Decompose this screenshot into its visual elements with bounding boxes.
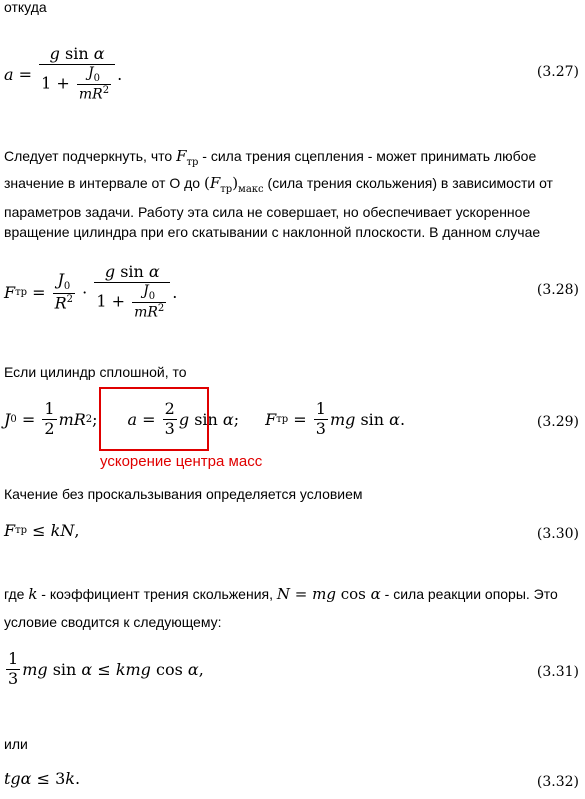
- equation-number: (3.30): [536, 526, 579, 542]
- equation-number: (3.31): [536, 664, 579, 680]
- highlight-box: [99, 387, 209, 451]
- equation-3-28: F тр = $\frac{J_0}{R^2}$ · g sin α 1 + $\frac{J_0}{mR^2}$ .: [4, 262, 178, 321]
- equation-3-27: a = g sin α 1 + $\frac{J_0}{mR^2}$ .: [4, 44, 123, 103]
- equation-number: (3.32): [536, 774, 579, 790]
- equation-number: (3.29): [536, 414, 579, 430]
- equation-3-32: tgα ≤ 3 k .: [4, 768, 81, 788]
- equation-3-30: F тр ≤ kN ,: [4, 520, 80, 540]
- text-or: или: [4, 736, 28, 752]
- text-solid-cylinder: Если цилиндр сплошной, то: [4, 364, 187, 380]
- paragraph-line: условие сводится к следующему:: [4, 614, 222, 630]
- equation-number: (3.28): [536, 282, 579, 298]
- equation-3-31: $\frac{1}{3}$ mg sin α ≤ kmg cos α ,: [8, 649, 204, 688]
- paragraph-text: параметров задачи. Работу эта сила не совершает, но обеспечивает ускоренное вращение цилиндра при его скатывании с наклонной плоскости. В данном случае: [4, 204, 541, 240]
- paragraph-line: значение в интервале от О до $(F_{тр})_{макс}$ (сила трения скольжения) в зависимости от: [4, 174, 553, 195]
- text-rolling-condition: Качение без проскальзывания определяется условием: [4, 486, 363, 502]
- text-otkuda: откуда: [4, 0, 47, 15]
- equation-number: (3.27): [536, 64, 579, 80]
- equation-3-29: J 0 = $\frac{1}{2}$ mR 2 ; a = $\frac{2}{3}$ g sin α ; F тр = $\frac{1}{3}$ mg sin α .: [4, 399, 406, 438]
- paragraph-line: где k - коэффициент трения скольжения, N = mg cos α - сила реакции опоры. Это: [4, 585, 558, 603]
- paragraph-line: Следует подчеркнуть, что $F_{тр}$ - сила трения сцепления - может принимать любое: [4, 147, 537, 168]
- annotation-label: ускорение центра масс: [100, 453, 263, 470]
